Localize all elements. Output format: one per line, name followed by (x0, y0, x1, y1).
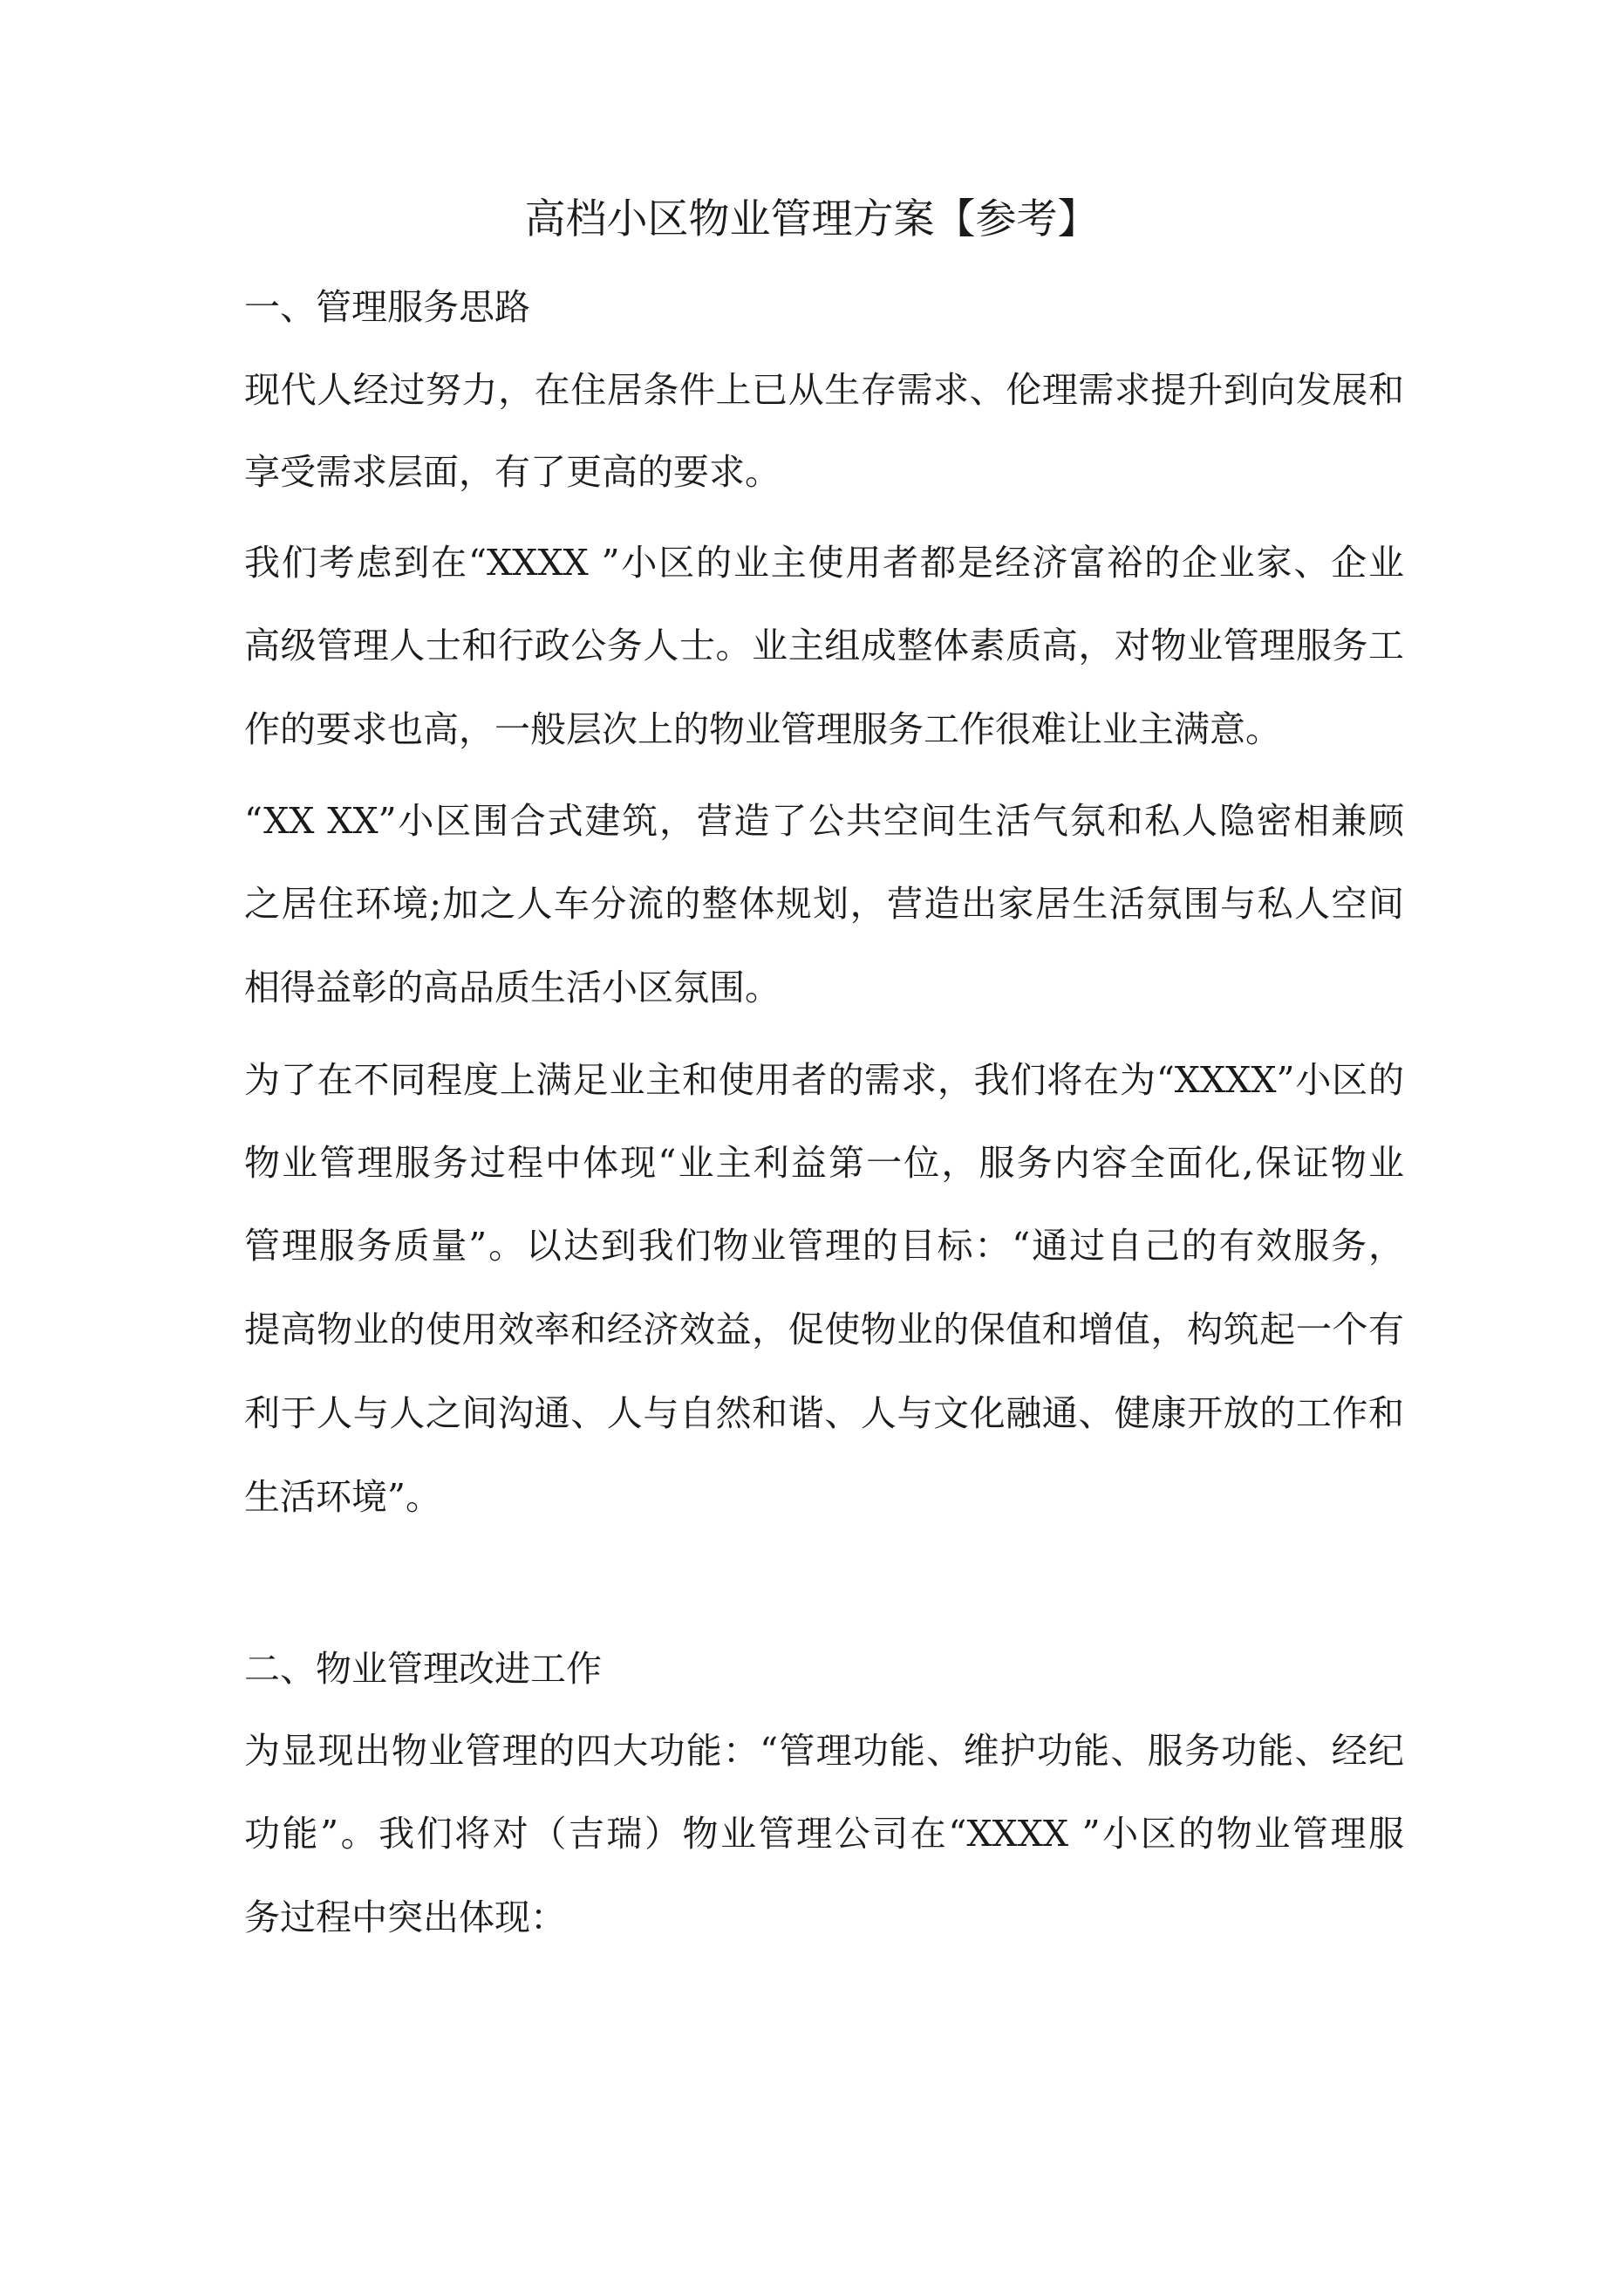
paragraph-line: 物业管理服务过程中体现“业主利益第一位，服务内容全面化,保证物业 (244, 1142, 1404, 1184)
paragraph-line: 功能”。我们将对（吉瑞）物业管理公司在“XXXX ”小区的物业管理服 (244, 1813, 1404, 1855)
paragraph-line: 现代人经过努力，在住居条件上已从生存需求、伦理需求提升到向发展和 (244, 369, 1404, 411)
paragraph-line: 生活环境”。 (244, 1476, 441, 1518)
section-heading-2: 二、物业管理改进工作 (244, 1648, 602, 1690)
paragraph-line: 务过程中突出体现： (244, 1896, 566, 1938)
paragraph-line: 享受需求层面，有了更高的要求。 (244, 451, 781, 493)
paragraph-line: “XX XX”小区围合式建筑，营造了公共空间生活气氛和私人隐密相兼顾 (244, 800, 1404, 842)
paragraph-line: 为了在不同程度上满足业主和使用者的需求，我们将在为“XXXX”小区的 (244, 1059, 1404, 1101)
document-title: 高档小区物业管理方案【参考】 (524, 195, 1099, 243)
paragraph-line: 提高物业的使用效率和经济效益，促使物业的保值和增值，构筑起一个有 (244, 1309, 1404, 1350)
paragraph-line: 利于人与人之间沟通、人与自然和谐、人与文化融通、健康开放的工作和 (244, 1392, 1404, 1434)
paragraph-line: 相得益彰的高品质生活小区氛围。 (244, 967, 781, 1008)
paragraph-line: 之居住环境;加之人车分流的整体规划，营造出家居生活氛围与私人空间 (244, 883, 1404, 925)
paragraph-line: 管理服务质量”。以达到我们物业管理的目标：“通过自己的有效服务， (244, 1225, 1404, 1267)
paragraph-line: 我们考虑到在“XXXX ”小区的业主使用者都是经济富裕的企业家、企业 (244, 542, 1404, 584)
paragraph-line: 高级管理人士和行政公务人士。业主组成整体素质高，对物业管理服务工 (244, 625, 1404, 666)
section-heading-1: 一、管理服务思路 (244, 286, 530, 328)
paragraph-line: 作的要求也高，一般层次上的物业管理服务工作很难让业主满意。 (244, 708, 1281, 750)
paragraph-line: 为显现出物业管理的四大功能：“管理功能、维护功能、服务功能、经纪 (244, 1730, 1404, 1772)
